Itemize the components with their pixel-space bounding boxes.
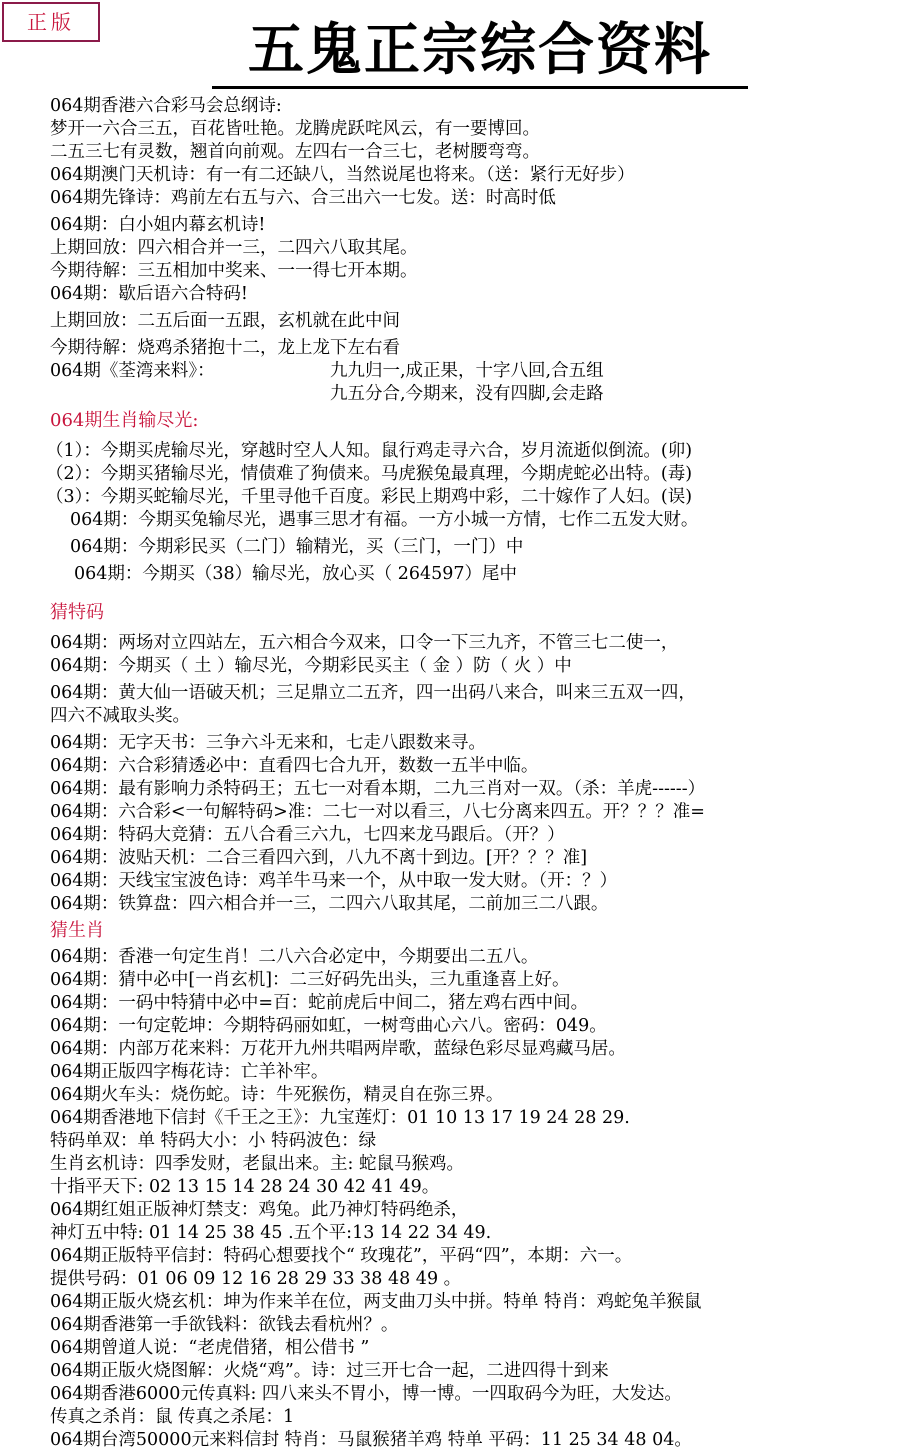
- text-line: 064期：香港一句定生肖！二八六合必定中，今期要出二五八。: [50, 947, 539, 967]
- text-line: 064期先锋诗：鸡前左右五与六、合三出六一七发。送：时高时低: [50, 188, 556, 208]
- text-line: 上期回放：二五后面一五跟，玄机就在此中间: [50, 311, 400, 331]
- text-line: 梦开一六合三五，百花皆吐艳。龙腾虎跃咤风云，有一要博回。: [50, 119, 540, 139]
- text-line: 特码单双：单 特码大小：小 特码波色：绿: [50, 1131, 377, 1151]
- text-line: 064期正版火烧图解：火烧“鸡”。诗：过三开七合一起，二进四得十到来: [50, 1361, 609, 1381]
- text-line: 064期香港6000元传真料: 四八来头不胃小，博一博。一四取码今为旺，大发达。: [50, 1384, 682, 1404]
- text-line: （3）：今期买蛇输尽光，千里寻他千百度。彩民上期鸡中彩，二十嫁作了人妇。(误): [46, 487, 693, 507]
- text-line: 064期：六合彩<一句解特码>准：二七一对以看三，八七分离来四五。开？？？准=: [50, 802, 705, 822]
- text-line: 064期：天线宝宝波色诗：鸡羊牛马来一个，从中取一发大财。（开：？）: [50, 871, 618, 891]
- quanwan-block-2: [50, 383, 898, 406]
- text-line: 064期火车头：烧伤蛇。诗：牛死猴伤，精灵自在弥三界。: [50, 1085, 504, 1105]
- text-line: （1）：今期买虎输尽光，穿越时空人人知。鼠行鸡走寻六合，岁月流逝似倒流。(卯): [46, 441, 693, 461]
- text-line: 提供号码：01 06 09 12 16 28 29 33 38 48 49 。: [50, 1269, 462, 1289]
- text-line: 064期：一句定乾坤：今期特码丽如虹，一树弯曲心六八。密码：049。: [50, 1016, 607, 1036]
- quanwan-spacer: [50, 383, 330, 406]
- text-line: 064期：最有影响力杀特码王；五七一对看本期，二九三肖对一双。（杀：羊虎------）: [50, 779, 706, 799]
- text-line: 064期香港第一手欲钱料：欲钱去看杭州？。: [50, 1315, 399, 1335]
- text-line: 064期：歇后语六合特码!: [50, 284, 248, 304]
- text-line: 064期：六合彩猜透必中：直看四七合九开，数数一五半中临。: [50, 756, 539, 776]
- text-line: 今期待解：烧鸡杀猪抱十二，龙上龙下左右看: [50, 338, 400, 358]
- quanwan-block: [50, 360, 898, 383]
- text-line: 064期：两场对立四站左，五六相合今双来，口令一下三九齐，不管三七二使一，: [50, 633, 679, 653]
- text-line: 064期红姐正版神灯禁支：鸡兔。此乃神灯特码绝杀，: [50, 1200, 469, 1220]
- text-line: 064期：特码大竞猜：五八合看三六九，七四来龙马跟后。（开？）: [50, 825, 565, 845]
- text-line: 064期曾道人说：“老虎借猪，相公借书 ”: [50, 1338, 370, 1358]
- text-line: 上期回放：四六相合并一三，二四六八取其尾。: [50, 238, 418, 258]
- content-body: [46, 95, 898, 1452]
- text-line: 064期：今期买（38）输尽光，放心买（ 264597）尾中: [74, 564, 518, 584]
- text-line: 064期正版四字梅花诗：亡羊补牢。: [50, 1062, 329, 1082]
- section-heading: 猜生肖: [50, 920, 104, 941]
- page-title: 五鬼正宗综合资料: [248, 17, 712, 83]
- title-underline: [212, 86, 748, 89]
- text-line: 064期：黄大仙一语破天机；三足鼎立二五齐，四一出码八来合，叫来三五双一四，: [50, 683, 696, 703]
- quanwan-line-2: 九五分合,今期来，没有四脚,会走路: [330, 384, 604, 404]
- text-line: 064期：内部万花来料：万花开九州共唱两岸歌，蓝绿色彩尽显鸡藏马居。: [50, 1039, 626, 1059]
- text-line: 四六不减取头奖。: [50, 706, 190, 726]
- text-line: 064期：一码中特猜中必中=百：蛇前虎后中间二，猪左鸡右西中间。: [50, 993, 589, 1013]
- text-line: 064期：白小姐内幕玄机诗!: [50, 215, 266, 235]
- section-heading: 猜特码: [50, 602, 104, 623]
- text-line: 064期：无字天书：三争六斗无来和，七走八跟数来寻。: [50, 733, 486, 753]
- text-line: 064期：今期买兔输尽光，遇事三思才有福。一方小城一方情，七作二五发大财。: [70, 510, 699, 530]
- text-line: 神灯五中特: 01 14 25 38 45 .五个平:13 14 22 34 49.: [50, 1223, 492, 1243]
- text-line: 064期澳门天机诗：有一有二还缺八，当然说尾也将来。（送：紧行无好步）: [50, 165, 635, 185]
- authentic-badge: 正版: [2, 2, 100, 42]
- text-line: 064期香港六合彩马会总纲诗:: [50, 96, 282, 116]
- text-line: 二五三七有灵数，翘首向前观。左四右一合三七，老树腰弯弯。: [50, 142, 540, 162]
- text-line: 生肖玄机诗：四季发财，老鼠出来。主: 蛇鼠马猴鸡。: [50, 1154, 464, 1174]
- text-line: 064期：今期彩民买（二门）输精光，买（三门，一门）中: [70, 537, 524, 557]
- text-line: 064期：今期买（ 土 ）输尽光，今期彩民买主（ 金 ）防（ 火 ）中: [50, 656, 572, 676]
- text-line: 064期台湾50000元来料信封 特肖：马鼠猴猪羊鸡 特单 平码：11 25 34 48 04。: [50, 1430, 692, 1450]
- text-line: 064期正版火烧玄机：坤为作来羊在位，两支曲刀头中拼。特单 特肖：鸡蛇兔羊猴鼠: [50, 1292, 702, 1312]
- text-line: 064期：铁算盘：四六相合并一三，二四六八取其尾，二前加三二八跟。: [50, 894, 609, 914]
- text-line: 十指平天下: 02 13 15 14 28 24 30 42 41 49。: [50, 1177, 440, 1197]
- quanwan-label: 064期《荃湾来料》：: [50, 361, 215, 381]
- text-line: 064期：猜中必中[一肖玄机]：二三好码先出头，三九重逢喜上好。: [50, 970, 570, 990]
- text-line: 传真之杀肖：鼠 传真之杀尾：1: [50, 1407, 295, 1427]
- text-line: 064期：波贴天机：二合三看四六到，八九不离十到边。[开？？？准]: [50, 848, 588, 868]
- text-line: 064期正版特平信封：特码心想要找个“ 玫瑰花”，平码“四”，本期：六一。: [50, 1246, 633, 1266]
- text-line: 064期香港地下信封《千王之王》：九宝莲灯：01 10 13 17 19 24 28 29.: [50, 1108, 630, 1128]
- section-heading: 064期生肖输尽光:: [50, 410, 199, 431]
- text-line: 今期待解：三五相加中奖来、一一得七开本期。: [50, 261, 418, 281]
- quanwan-line-1: 九九归一,成正果，十字八回,合五组: [330, 361, 604, 381]
- text-line: （2）：今期买猪输尽光，情债难了狗债来。马虎猴兔最真理，今期虎蛇必出特。(毒): [46, 464, 693, 484]
